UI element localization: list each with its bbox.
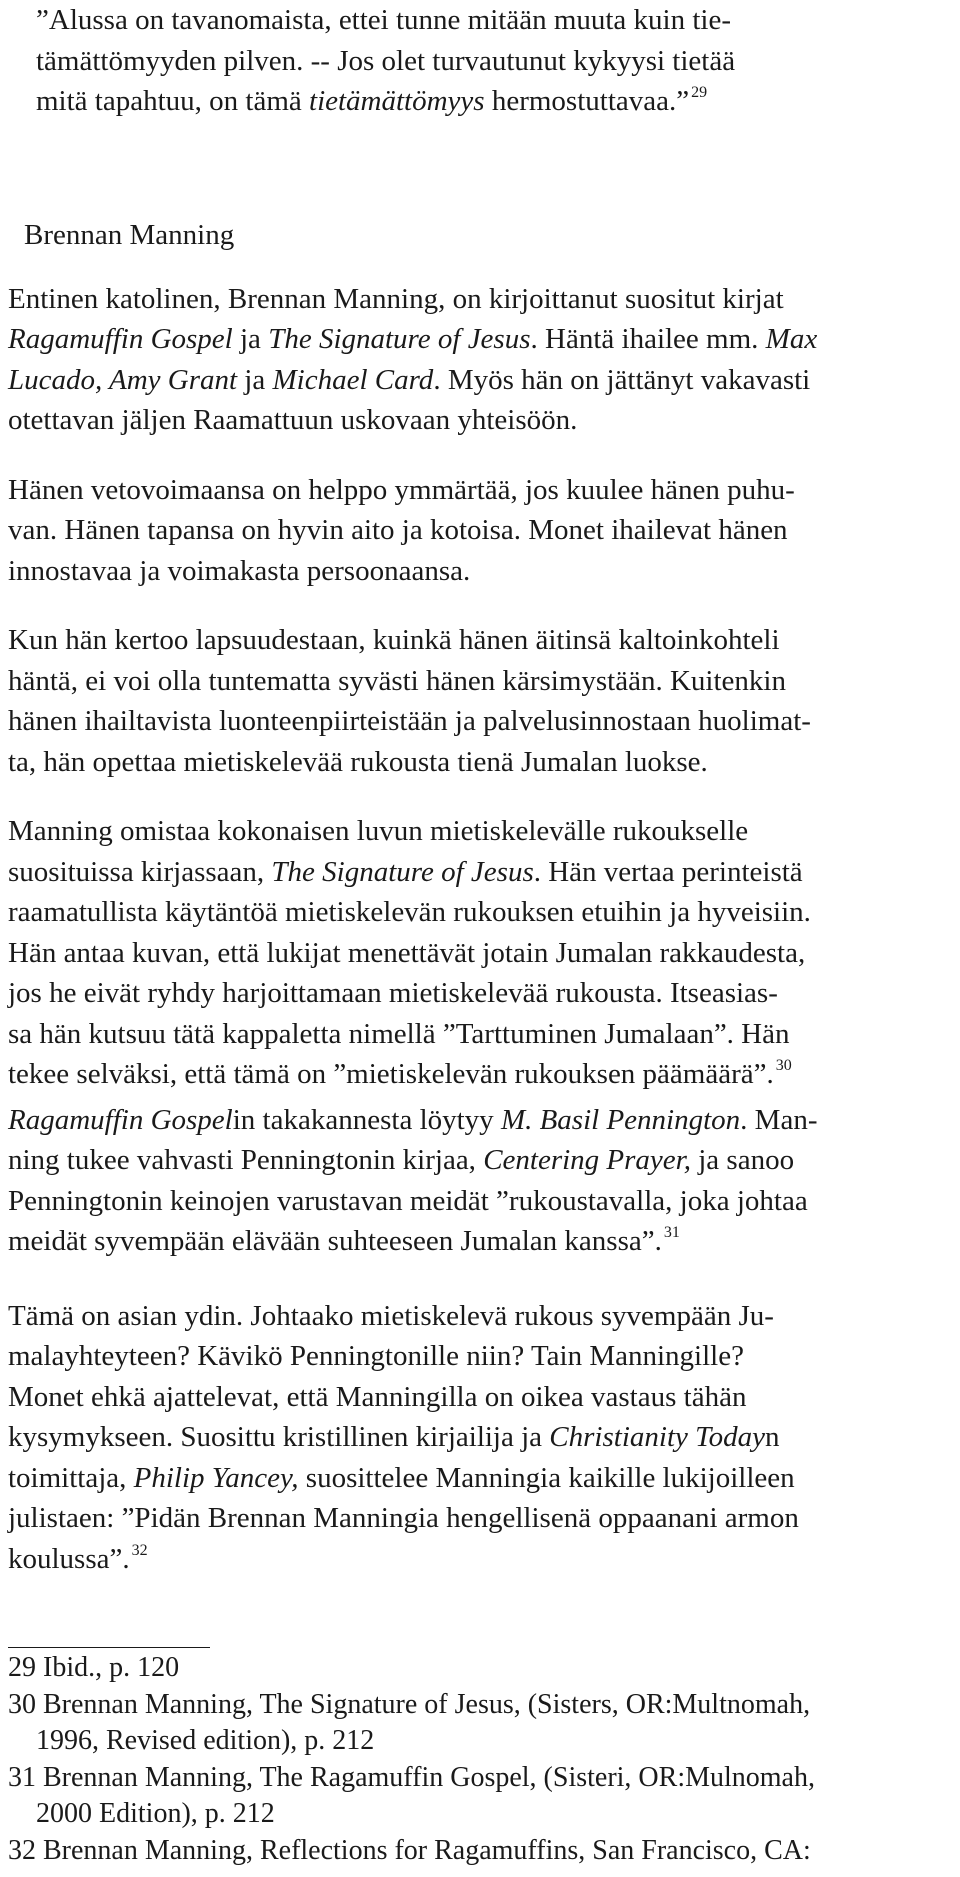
footnote-rule: [8, 1647, 210, 1648]
text-line: [8, 400, 930, 441]
text-line: [8, 470, 930, 511]
paragraph: [8, 470, 930, 592]
text-line: [8, 1181, 930, 1222]
text-run: ja sanoo: [691, 1144, 795, 1176]
quote-line: [36, 41, 930, 82]
text-line: [8, 1296, 930, 1337]
footnote-text: 29 Ibid., p. 120: [8, 1652, 180, 1683]
text-line: [8, 1054, 930, 1100]
text-run: otettavan jäljen Raamattuun uskovaan yhteisöön.: [8, 404, 578, 436]
italic-text: Lucado, Amy Grant: [8, 363, 238, 396]
footnote: [8, 1650, 815, 1687]
text-run: häntä, ei voi olla tuntematta syvästi hänen kärsimystään. Kuitenkin: [8, 664, 786, 697]
footnote: [8, 1833, 815, 1870]
text-line: [8, 701, 930, 742]
text-run: toimittaja,: [8, 1461, 134, 1494]
text-run: Kun hän kertoo lapsuudestaan, kuinkä hänen äitinsä kaltoinkohteli: [8, 624, 780, 656]
paragraph: [8, 811, 930, 1267]
text-line: [8, 620, 930, 661]
text-run: mitä tapahtuu, on tämä: [36, 85, 310, 117]
text-line: [8, 510, 930, 551]
text-run: innostavaa ja voimakasta persoonaansa.: [8, 554, 471, 587]
italic-text: The Signature of Jesus: [271, 855, 534, 888]
text-line: [8, 892, 930, 933]
footnote-text: 31 Brennan Manning, The Ragamuffin Gospel, (Sisteri, OR:Mulnomah,: [8, 1761, 815, 1793]
text-run: Hän antaa kuvan, että lukijat menettävät jotain Jumalan rakkaudesta,: [8, 936, 806, 969]
section-heading: Brennan Manning: [24, 218, 235, 251]
text-run: in takakannesta löytyy: [232, 1103, 501, 1136]
footnotes: [8, 1647, 815, 1869]
text-line: [8, 661, 930, 702]
text-line: [8, 1498, 930, 1539]
text-run: tekee selväksi, että tämä on ”mietiskelevän rukouksen päämäärä”.: [8, 1058, 774, 1090]
text-line: [8, 1417, 930, 1458]
footnote-text: 32 Brennan Manning, Reflections for Ragamuffins, San Francisco, CA:: [8, 1834, 811, 1866]
italic-text: Centering Prayer,: [483, 1144, 691, 1176]
footnote: [8, 1687, 815, 1760]
text-line: [8, 1100, 930, 1141]
text-run: suosituissa kirjassaan,: [8, 855, 272, 888]
text-line: [8, 1221, 930, 1267]
text-run: koulussa”.: [8, 1542, 130, 1575]
text-run: tämättömyyden pilven. -- Jos olet turvautunut kykyysi tietää: [36, 44, 736, 77]
text-run: raamatullista käytäntöä mietiskelevän rukouksen etuihin ja hyveisiin.: [8, 896, 811, 928]
text-line: [8, 811, 930, 852]
footnote-ref: 29: [691, 84, 708, 101]
footnote-ref: 31: [663, 1224, 680, 1241]
text-line: [8, 1539, 930, 1585]
text-run: ja: [237, 363, 273, 396]
footnote-continuation: 1996, Revised edition), p. 212: [36, 1725, 375, 1756]
text-run: Entinen katolinen, Brennan Manning, on kirjoittanut suositut kirjat: [8, 282, 784, 315]
text-line: [8, 852, 930, 893]
body-text: [8, 279, 930, 1585]
italic-text: tietämättömyys: [309, 85, 485, 117]
text-run: jos he eivät ryhdy harjoittamaan mietiskelevää rukousta. Itseasias-: [8, 977, 778, 1009]
text-line: [8, 1014, 930, 1055]
italic-text: Ragamuffin Gospel: [8, 1103, 233, 1136]
text-line: [8, 973, 930, 1014]
paragraph: [8, 620, 930, 782]
footnote: [8, 1760, 815, 1833]
block-quote: [8, 0, 930, 127]
italic-text: Max: [765, 323, 818, 355]
text-run: ta, hän opettaa mietiskelevää rukousta tienä Jumalan luokse.: [8, 745, 708, 778]
footnote-continuation: 2000 Edition), p. 212: [36, 1798, 275, 1829]
text-line: [8, 1458, 930, 1499]
text-line: [8, 1377, 930, 1418]
text-line: [8, 360, 930, 401]
text-line: [8, 742, 930, 783]
footnote-text: 30 Brennan Manning, The Signature of Jesus, (Sisters, OR:Multnomah,: [8, 1688, 811, 1720]
paragraph: [8, 1296, 930, 1585]
italic-text: Ragamuffin Gospel: [8, 323, 233, 355]
text-line: [8, 1336, 930, 1377]
text-run: . Hän vertaa perinteistä: [533, 855, 803, 888]
text-run: Penningtonin keinojen varustavan meidät ”rukoustavalla, joka johtaa: [8, 1184, 808, 1217]
text-run: kysymykseen. Suosittu kristillinen kirjailija ja: [8, 1421, 550, 1453]
text-run: Manning omistaa kokonaisen luvun mietiskelevälle rukoukselle: [8, 815, 749, 847]
text-line: [8, 319, 930, 360]
text-line: [8, 279, 930, 320]
footnote-ref: 32: [131, 1541, 148, 1559]
text-run: malayhteyteen? Kävikö Penningtonille niin? Tain Manningille?: [8, 1340, 744, 1372]
footnote-ref: 30: [775, 1057, 792, 1074]
paragraph: [8, 279, 930, 441]
italic-text: Philip Yancey,: [133, 1461, 299, 1494]
text-run: hermostuttavaa.”: [484, 85, 690, 117]
text-run: sa hän kutsuu tätä kappaletta nimellä ”Tarttuminen Jumalaan”. Hän: [8, 1017, 790, 1050]
text-run: hänen ihailtavista luonteenpiirteistään ja palvelusinnostaan huolimat-: [8, 705, 811, 737]
italic-text: Michael Card: [272, 363, 434, 396]
text-run: ”Alussa on tavanomaista, ettei tunne mitään muuta kuin tie-: [36, 4, 732, 36]
text-run: n: [764, 1421, 780, 1453]
text-run: . Häntä ihailee mm.: [530, 323, 766, 355]
text-run: . Man-: [740, 1103, 818, 1136]
text-run: ja: [232, 323, 269, 355]
text-line: [8, 551, 930, 592]
text-line: [8, 1140, 930, 1181]
italic-text: The Signature of Jesus: [268, 323, 531, 355]
text-run: meidät syvempään elävään suhteeseen Jumalan kanssa”.: [8, 1225, 662, 1257]
text-line: [8, 933, 930, 974]
italic-text: M. Basil Pennington: [500, 1103, 741, 1136]
text-run: julistaen: ”Pidän Brennan Manningia hengellisenä oppaanani armon: [8, 1502, 799, 1534]
text-run: van. Hänen tapansa on hyvin aito ja kotoisa. Monet ihailevat hänen: [8, 514, 788, 546]
text-run: Hänen vetovoimaansa on helppo ymmärtää, jos kuulee hänen puhu-: [8, 473, 795, 506]
text-run: ning tukee vahvasti Penningtonin kirjaa,: [8, 1144, 484, 1176]
text-run: suosittelee Manningia kaikille lukijoilleen: [298, 1461, 795, 1494]
quote-line: [36, 0, 930, 41]
text-run: . Myös hän on jättänyt vakavasti: [433, 363, 811, 396]
text-run: Monet ehkä ajattelevat, että Manningilla on oikea vastaus tähän: [8, 1380, 747, 1413]
quote-line: [36, 81, 930, 127]
text-run: Tämä on asian ydin. Johtaako mietiskelevä rukous syvempään Ju-: [8, 1299, 774, 1332]
italic-text: Christianity Today: [549, 1421, 765, 1453]
